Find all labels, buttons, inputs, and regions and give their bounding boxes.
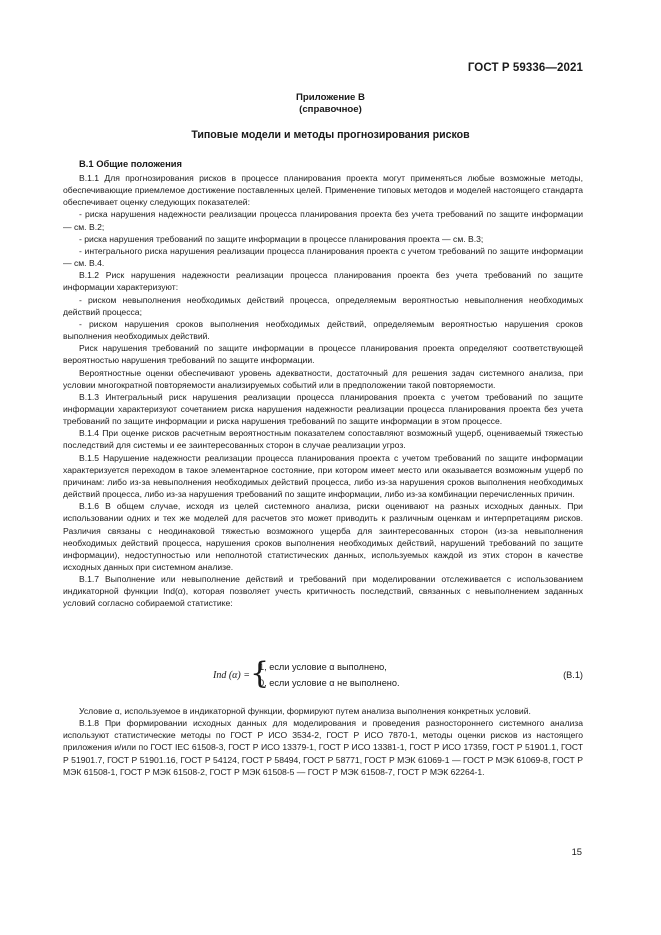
annex-title: Типовые модели и методы прогнозирования рисков [191, 129, 470, 141]
body-text-continued [63, 705, 583, 778]
formula-case-1: 1, если условие α выполнено, [259, 662, 387, 672]
section-title: В.1 Общие положения [79, 158, 182, 169]
annex-status: (справочное) [299, 104, 362, 115]
paragraph: Вероятностные оценки обеспечивают уровень адекватности, достаточный для решения задач системного анализа, при условии многократной повторяемости анализируемых событий или в предположении такой повторяемости. [63, 367, 583, 390]
formula-number: (В.1) [563, 670, 583, 680]
standard-designation: ГОСТ Р 59336—2021 [467, 62, 583, 74]
paragraph: В.1.4 При оценке рисков расчетным вероятностным показателем сопоставляют возможный ущерб, оцениваемый тяжестью последствий для системы и ее заинтересованных сторон в случае реализации угроз. [63, 428, 583, 451]
list-item: - риска нарушения требований по защите информации в процессе планирования проекта — см. В.3; [79, 233, 484, 244]
paragraph: В.1.7 Выполнение или невыполнение действий и требований при моделировании отслеживается с использованием индикаторной функции Ind(α), которая позволяет учесть критичность последствий, связанных с невыполнением заданных условий согласно собираемой статистике: [63, 574, 583, 609]
list-item: - риском невыполнения необходимых действий процесса, определяемым вероятностью невыполнения необходимых действий процесса; [63, 294, 583, 317]
formula-lhs: Ind (α) = [213, 670, 250, 681]
paragraph: В.1.1 Для прогнозирования рисков в процессе планирования проекта могут применяться любые возможные методы, обеспечивающие приемлемое достижение поставленных целей. Применение типовых методов и моделей настоящего стандарта обеспечивает оценку следующих показателей: [63, 173, 583, 208]
list-item: - риском нарушения сроков выполнения необходимых действий, определяемым вероятностью нарушения сроков выполнения необходимых действий. [63, 318, 583, 342]
paragraph: Риск нарушения требований по защите информации в процессе планирования проекта определяют соответствующей вероятностью нарушения требований по защите информации. [63, 343, 583, 366]
formula-case-2: 0, если условие α не выполнено. [259, 678, 400, 688]
paragraph: В.1.5 Нарушение надежности реализации процесса планирования проекта с учетом требований по защите информации характеризуется переходом в такое элементарное состояние, при котором имеет место или оказывается возможным ущерб по причинам: либо из-за невыполнения необходимых действий процесса, либо из-за нарушения сроков выполнения необходимых действий процесса, либо из-за нарушения требований по защите информации, либо из-за комбинации перечисленных причин. [63, 452, 583, 500]
list-item: - риска нарушения надежности реализации процесса планирования проекта без учета требований по защите информации — см. В.2; [63, 209, 583, 232]
page-number: 15 [571, 846, 582, 857]
paragraph: В.1.2 Риск нарушения надежности реализации процесса планирования проекта без учета требований по защите информации характеризуют: [63, 270, 583, 293]
paragraph: В.1.3 Интегральный риск нарушения реализации процесса планирования проекта с учетом требований по защите информации характеризуют сочетанием риска нарушения надежности реализации процесса планирования проекта без учета требований по защите информации и риска нарушения требований по защите информации в этом процессе. [63, 391, 583, 427]
formula-brace: { [250, 656, 270, 691]
paragraph: В.1.6 В общем случае, исходя из целей системного анализа, риски оценивают на разных исходных данных. При использовании одних и тех же моделей для расчетов это может приводить к различным оценкам и интерпретациям рисков. Различия связаны с неодинаковой тяжестью возможного ущерба для заинтересованных сторон (из-за невыполнения необходимых действий процесса, нарушения сроков выполнения необходимых действий, нарушений требований по защите информации), недоступностью или неполнотой статистических данных, используемых каждой из этих сторон в качестве исходных данных при системном анализе. [63, 501, 583, 572]
body-text [63, 172, 583, 610]
list-item: - интегрального риска нарушения реализации процесса планирования проекта с учетом требований по защите информации — см. В.4. [63, 245, 583, 269]
formula-b1 [63, 656, 583, 693]
annex-heading [0, 92, 661, 116]
annex-label: Приложение В [296, 92, 365, 103]
paragraph: Условие α, используемое в индикаторной функции, формируют путем анализа выполнения конкретных условий. [79, 706, 531, 716]
paragraph: В.1.8 При формировании исходных данных для моделирования и проведения разностороннего системного анализа используют статистические методы по ГОСТ Р ИСО 3534-2, ГОСТ Р ИСО 7870-1, методы оценки рисков из настоящего приложения и/или по ГОСТ IEC 61508-3, ГОСТ Р ИСО 13379-1, ГОСТ Р ИСО 13381-1, ГОСТ Р ИСО 17359, ГОСТ Р 51901.1, ГОСТ Р 51901.7, ГОСТ Р 51901.16, ГОСТ Р 54124, ГОСТ Р 58494, ГОСТ Р 58771, ГОСТ Р МЭК 61069-1 — ГОСТ Р МЭК 61069-8, ГОСТ Р МЭК 61508-1, ГОСТ Р МЭК 61508-2, ГОСТ Р МЭК 61508-5 — ГОСТ Р МЭК 61508-7, ГОСТ Р МЭК 62264-1. [63, 718, 583, 777]
